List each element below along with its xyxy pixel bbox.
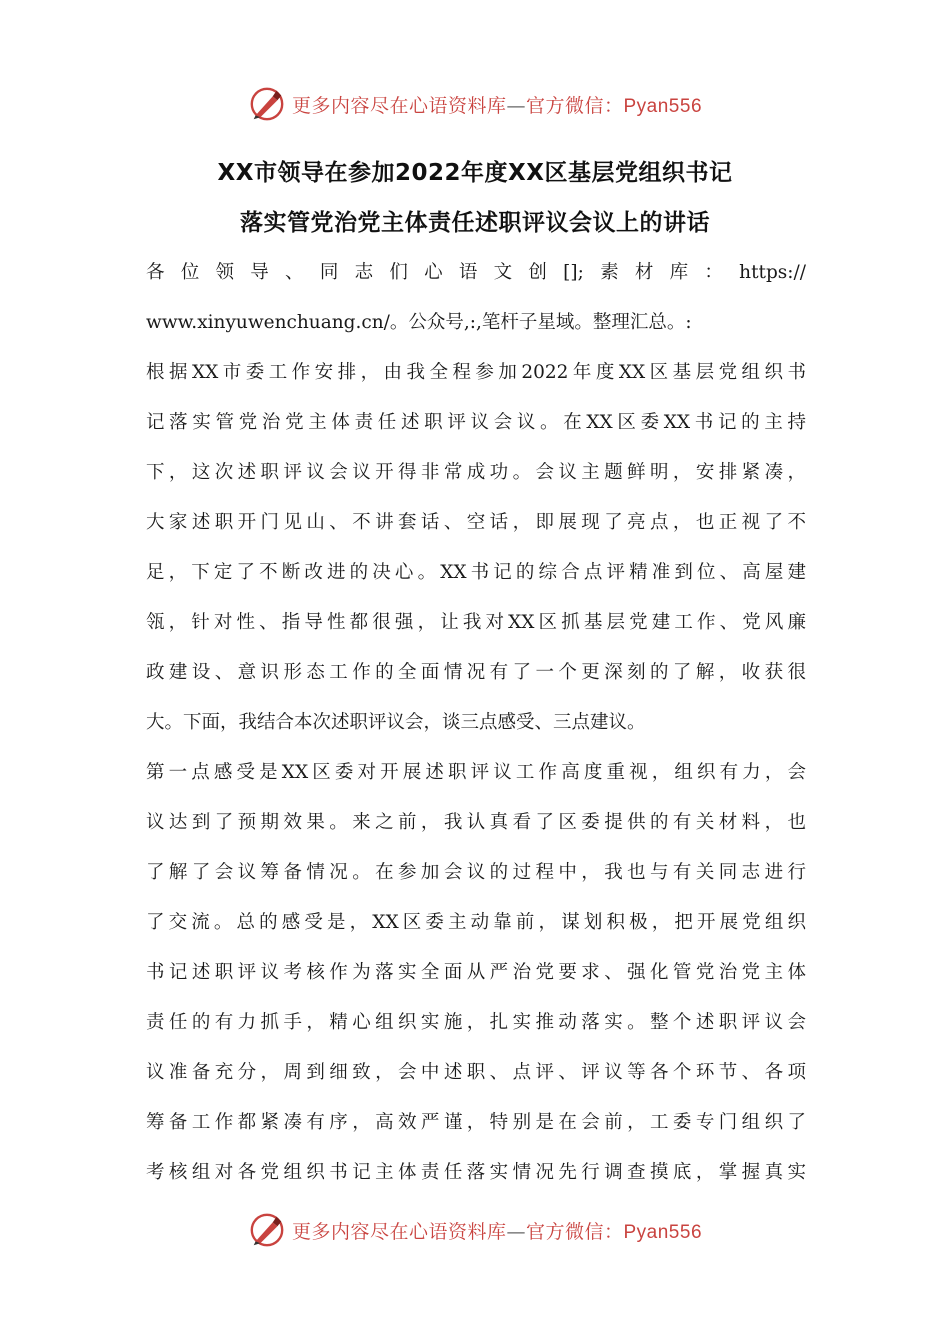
- watermark-contact-label: 官方微信：: [525, 94, 624, 117]
- body-line: 根据XX市委工作安排，由我全程参加2022年度XX区基层党组织书: [146, 362, 806, 383]
- watermark-separator: —: [506, 1220, 526, 1243]
- body-line: 考核组对各党组织书记主体责任落实情况先行调查摸底，掌握真实: [146, 1162, 806, 1183]
- body-line: 瓴，针对性、指导性都很强，让我对XX区抓基层党建工作、党风廉: [146, 612, 806, 633]
- document-title-line-1: XX市领导在参加2022年度XX区基层党组织书记: [217, 160, 733, 186]
- watermark-separator: —: [506, 94, 526, 117]
- body-line: 书记述职评议考核作为落实全面从严治党要求、强化管党治党主体: [146, 962, 806, 983]
- body-line: 大家述职开门见山、不讲套话、空话，即展现了亮点，也正视了不: [146, 512, 806, 533]
- header-watermark: [0, 82, 950, 126]
- body-line: 筹备工作都紧凑有序，高效严谨，特别是在会前，工委专门组织了: [146, 1112, 806, 1133]
- watermark-text: 更多内容尽在心语资料库: [291, 1220, 507, 1243]
- watermark-contact-label: 官方微信：: [525, 1220, 624, 1243]
- body-line: 了交流。总的感受是，XX区委主动靠前，谋划积极，把开展党组织: [146, 912, 806, 933]
- body-line: 大。下面，我结合本次述职评议会，谈三点感受、三点建议。: [146, 712, 646, 733]
- body-line: www.xinyuwenchuang.cn/。公众号,:,笔杆子星域。整理汇总。:: [146, 312, 692, 333]
- body-line: 议准备充分，周到细致，会中述职、点评、评议等各个环节、各项: [146, 1062, 806, 1083]
- document-title-line-2: 落实管党治党主体责任述职评议会议上的讲话: [240, 210, 710, 236]
- body-line: 下，这次述职评议会议开得非常成功。会议主题鲜明，安排紧凑，: [146, 462, 806, 483]
- body-line: 政建设、意识形态工作的全面情况有了一个更深刻的了解，收获很: [146, 662, 806, 683]
- body-line: 议达到了预期效果。来之前，我认真看了区委提供的有关材料，也: [146, 812, 806, 833]
- watermark-contact-id: Pyan556: [623, 95, 703, 117]
- body-line: 了解了会议筹备情况。在参加会议的过程中，我也与有关同志进行: [146, 862, 806, 883]
- body-line: 足，下定了不断改进的决心。XX书记的综合点评精准到位、高屋建: [146, 562, 806, 583]
- body-line: 第一点感受是XX区委对开展述职评议工作高度重视，组织有力，会: [146, 762, 806, 783]
- pen-logo-icon: [248, 85, 286, 123]
- body-line: 各位领导、同志们心语文创[];素材库：https://: [146, 262, 806, 283]
- document-body: [146, 248, 806, 1198]
- footer-watermark: [0, 1208, 950, 1252]
- watermark-contact-id: Pyan556: [623, 1221, 703, 1243]
- pen-logo-icon: [248, 1211, 286, 1249]
- body-line: 记落实管党治党主体责任述职评议会议。在XX区委XX书记的主持: [146, 412, 806, 433]
- body-line: 责任的有力抓手，精心组织实施，扎实推动落实。整个述职评议会: [146, 1012, 806, 1033]
- watermark-text: 更多内容尽在心语资料库: [291, 94, 507, 117]
